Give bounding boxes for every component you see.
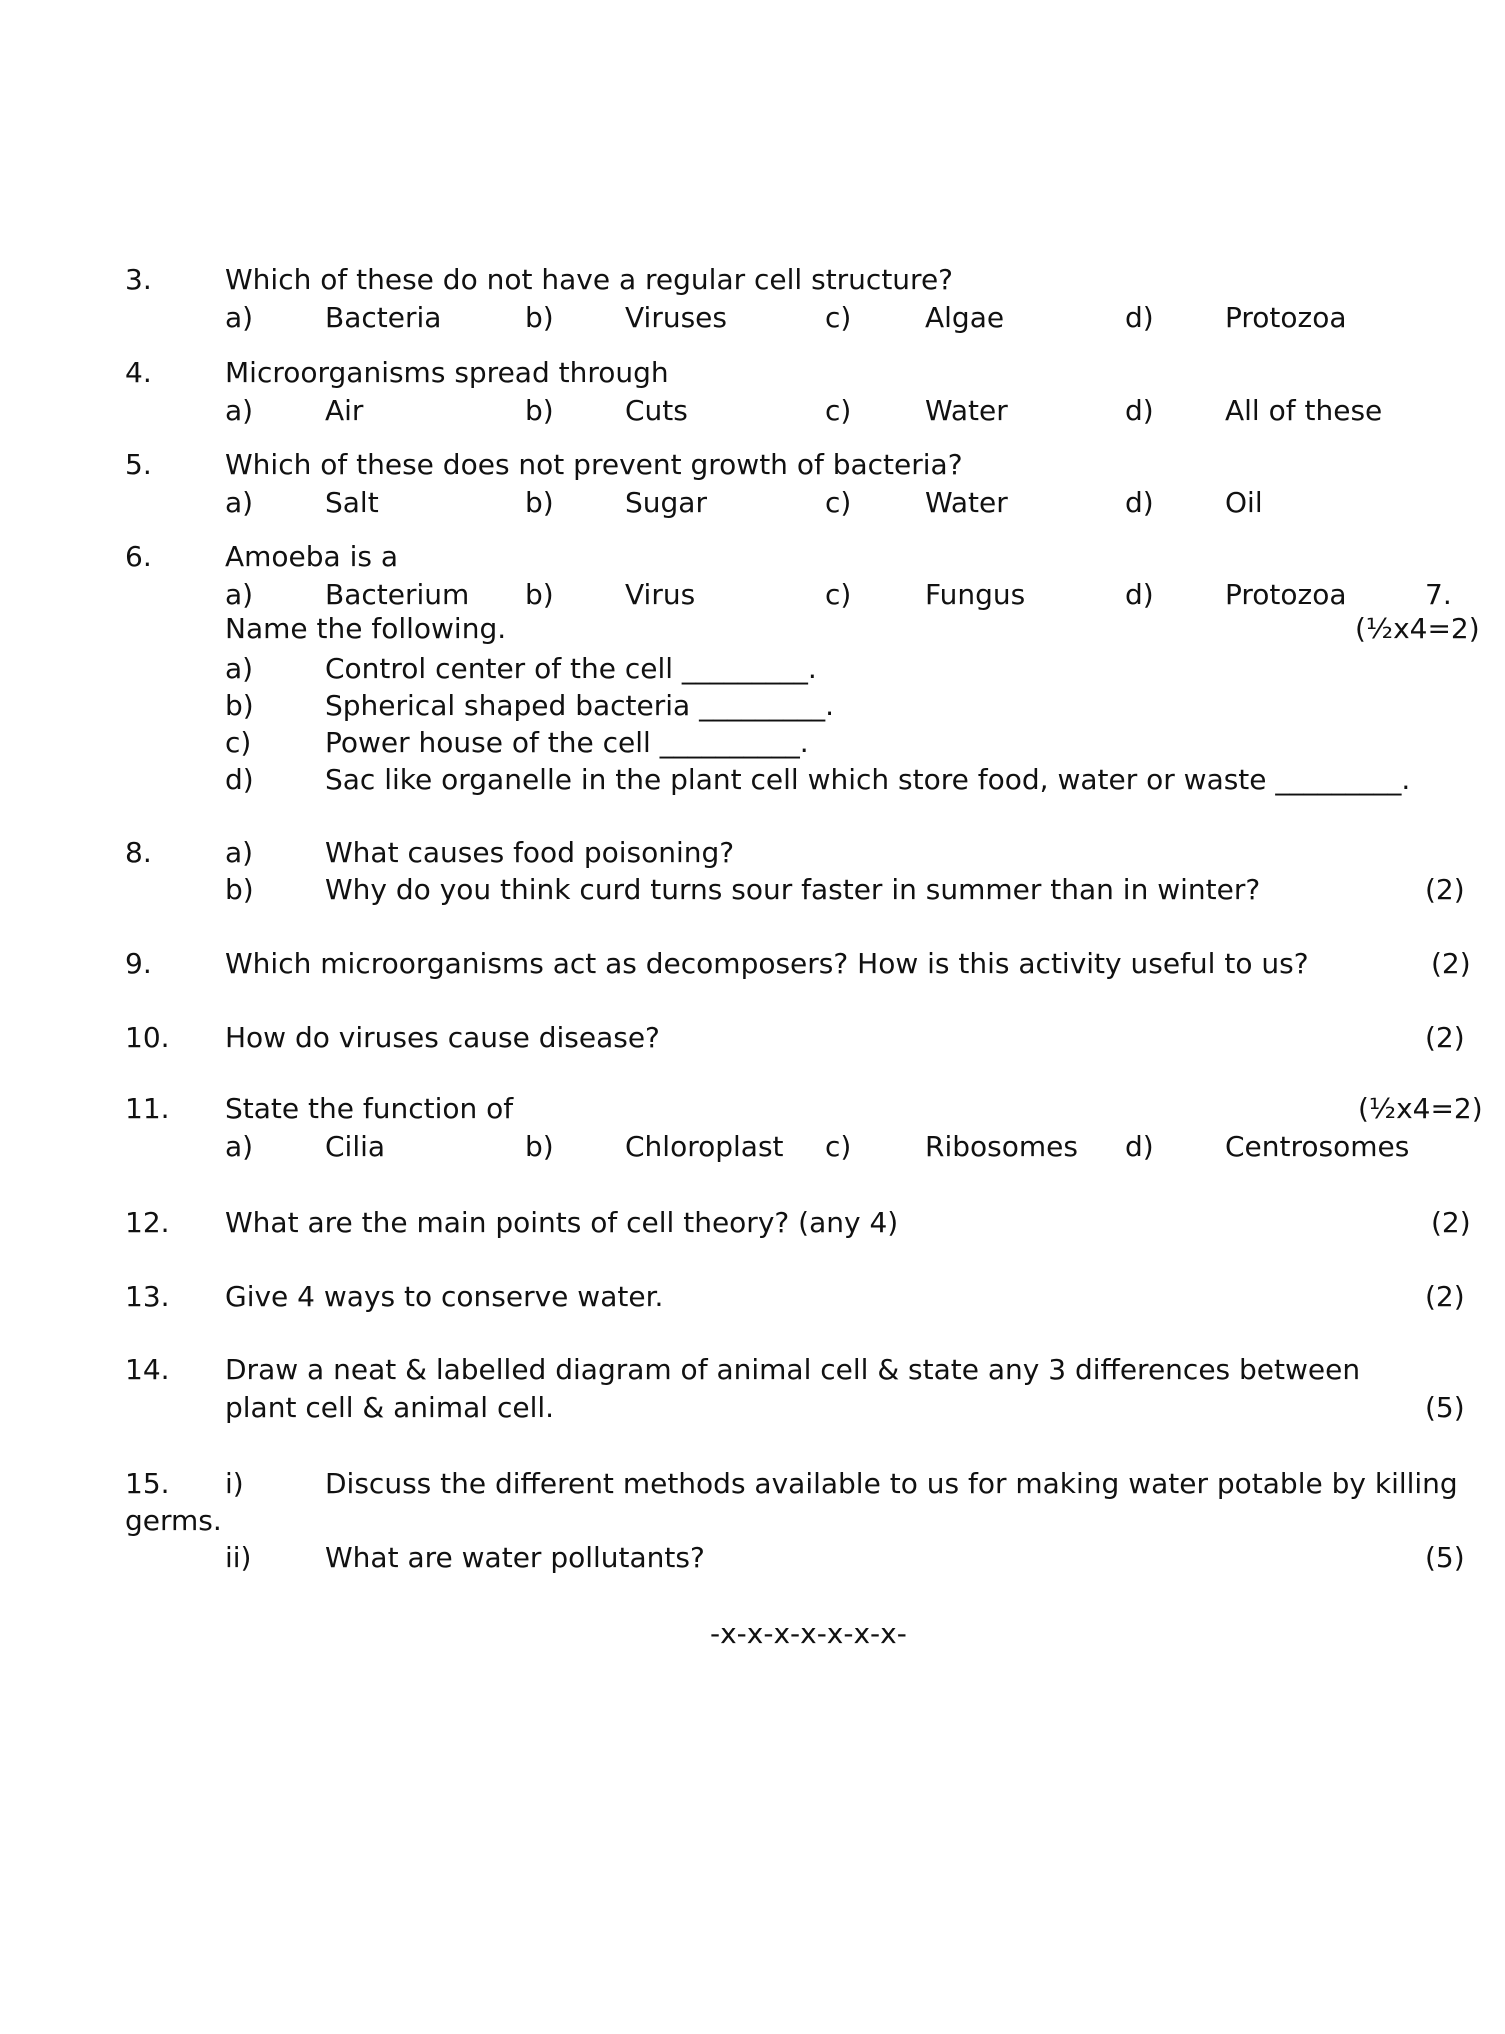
question-number: 5. xyxy=(125,448,152,481)
option-label: b) xyxy=(525,1130,554,1163)
option-text: Water xyxy=(925,486,1008,519)
item-label: b) xyxy=(225,873,254,906)
option-text: Cilia xyxy=(325,1130,386,1163)
question-text: Amoeba is a xyxy=(225,540,399,573)
marks: (2) xyxy=(1425,1021,1465,1054)
option-text: Bacteria xyxy=(325,301,442,334)
marks: (½x4=2) xyxy=(1355,612,1480,645)
marks: (5) xyxy=(1425,1541,1465,1574)
question-text: Draw a neat & labelled diagram of animal cell & state any 3 differences between xyxy=(225,1353,1361,1386)
question-number: 8. xyxy=(125,836,152,869)
marks: (2) xyxy=(1431,1206,1471,1239)
marks: (2) xyxy=(1431,947,1471,980)
item-text-continued: germs. xyxy=(125,1504,222,1537)
option-label: c) xyxy=(825,578,852,611)
option-text: Bacterium xyxy=(325,578,470,611)
option-label: b) xyxy=(525,301,554,334)
option-label: d) xyxy=(1125,1130,1154,1163)
option-label: a) xyxy=(225,394,254,427)
option-text: Virus xyxy=(625,578,696,611)
item-text: Discuss the different methods available to us for making water potable by killing xyxy=(325,1467,1458,1500)
item-text: What are water pollutants? xyxy=(325,1541,705,1574)
question-number: 4. xyxy=(125,356,152,389)
marks: (½x4=2) xyxy=(1358,1092,1483,1125)
question-number: 10. xyxy=(125,1021,170,1054)
question-number: 15. xyxy=(125,1467,170,1500)
option-text: Algae xyxy=(925,301,1005,334)
option-label: d) xyxy=(1125,394,1154,427)
question-number: 3. xyxy=(125,263,152,296)
question-text: Name the following. xyxy=(225,612,507,645)
option-text: Air xyxy=(325,394,364,427)
question-number: 11. xyxy=(125,1092,170,1125)
option-text: Centrosomes xyxy=(1225,1130,1410,1163)
marks: (2) xyxy=(1425,873,1465,906)
question-text-continued: plant cell & animal cell. xyxy=(225,1391,555,1424)
question-text: Which of these do not have a regular cell structure? xyxy=(225,263,954,296)
item-label: c) xyxy=(225,726,252,759)
option-text: Cuts xyxy=(625,394,688,427)
option-label: c) xyxy=(825,394,852,427)
option-label: b) xyxy=(525,578,554,611)
option-label: a) xyxy=(225,1130,254,1163)
marks: (2) xyxy=(1425,1280,1465,1313)
item-label: a) xyxy=(225,652,254,685)
question-text: Give 4 ways to conserve water. xyxy=(225,1280,664,1313)
question-number: 6. xyxy=(125,540,152,573)
option-text: Fungus xyxy=(925,578,1026,611)
option-label: d) xyxy=(1125,301,1154,334)
item-text: Sac like organelle in the plant cell which store food, water or waste _________. xyxy=(325,763,1411,796)
question-text: Which of these does not prevent growth of bacteria? xyxy=(225,448,963,481)
option-label: a) xyxy=(225,301,254,334)
item-label: i) xyxy=(225,1467,244,1500)
option-text: Sugar xyxy=(625,486,707,519)
question-text: What are the main points of cell theory? (any 4) xyxy=(225,1206,899,1239)
item-text: What causes food poisoning? xyxy=(325,836,735,869)
question-number: 7. xyxy=(1425,578,1452,611)
option-label: b) xyxy=(525,486,554,519)
question-number: 9. xyxy=(125,947,152,980)
option-text: Water xyxy=(925,394,1008,427)
option-label: b) xyxy=(525,394,554,427)
option-text: Ribosomes xyxy=(925,1130,1078,1163)
question-text: Which microorganisms act as decomposers? How is this activity useful to us? xyxy=(225,947,1309,980)
option-text: Protozoa xyxy=(1225,578,1347,611)
item-label: ii) xyxy=(225,1541,252,1574)
option-text: Salt xyxy=(325,486,379,519)
item-label: a) xyxy=(225,836,254,869)
item-text: Power house of the cell __________. xyxy=(325,726,809,759)
option-text: Chloroplast xyxy=(625,1130,784,1163)
option-text: Oil xyxy=(1225,486,1263,519)
marks: (5) xyxy=(1425,1391,1465,1424)
option-label: c) xyxy=(825,1130,852,1163)
option-label: a) xyxy=(225,486,254,519)
end-marker: -x-x-x-x-x-x-x- xyxy=(710,1617,907,1650)
option-label: a) xyxy=(225,578,254,611)
question-text: How do viruses cause disease? xyxy=(225,1021,660,1054)
option-label: d) xyxy=(1125,486,1154,519)
option-label: c) xyxy=(825,486,852,519)
item-label: d) xyxy=(225,763,254,796)
option-label: c) xyxy=(825,301,852,334)
item-text: Why do you think curd turns sour faster in summer than in winter? xyxy=(325,873,1261,906)
question-text: State the function of xyxy=(225,1092,514,1125)
question-number: 14. xyxy=(125,1353,170,1386)
question-text: Microorganisms spread through xyxy=(225,356,669,389)
option-text: All of these xyxy=(1225,394,1383,427)
item-text: Spherical shaped bacteria _________. xyxy=(325,689,834,722)
question-number: 12. xyxy=(125,1206,170,1239)
question-number: 13. xyxy=(125,1280,170,1313)
option-text: Protozoa xyxy=(1225,301,1347,334)
item-text: Control center of the cell _________. xyxy=(325,652,817,685)
option-text: Viruses xyxy=(625,301,727,334)
item-label: b) xyxy=(225,689,254,722)
option-label: d) xyxy=(1125,578,1154,611)
